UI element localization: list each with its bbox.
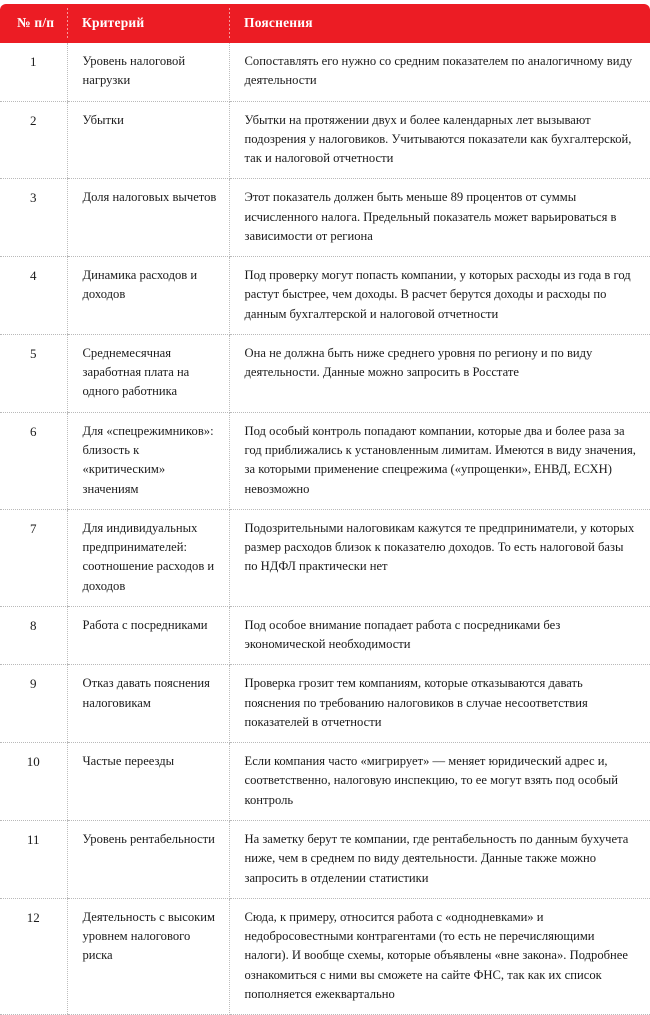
cell-criterion: Убытки [67, 101, 229, 179]
cell-explanation: Она не должна быть ниже среднего уровня по региону и по виду деятельности. Данные можно запросить в Росстате [229, 334, 650, 412]
cell-row-number: 4 [0, 257, 67, 335]
cell-explanation: Сопоставлять его нужно со средним показателем по аналогичному виду деятельности [229, 43, 650, 101]
table-row [0, 509, 650, 606]
table-row [0, 820, 650, 898]
table-row [0, 665, 650, 743]
cell-criterion: Динамика расходов и доходов [67, 257, 229, 335]
cell-criterion: Работа с посредниками [67, 606, 229, 665]
cell-explanation: Под особый контроль попадают компании, которые два и более раза за год приближались к установленным лимитам. Имеются в виду значения, за которыми применение спецрежима («упрощенки», ЕНВД, ЕСХН) невозможно [229, 412, 650, 509]
cell-row-number: 6 [0, 412, 67, 509]
column-header-explanation: Пояснения [229, 4, 650, 43]
cell-row-number: 7 [0, 509, 67, 606]
table-row [0, 743, 650, 821]
table-row [0, 898, 650, 1014]
cell-explanation: Под проверку могут попасть компании, у которых расходы из года в год растут быстрее, чем доходы. В расчет берутся доходы и расходы по данным бухгалтерской и налоговой отчетности [229, 257, 650, 335]
table-row [0, 179, 650, 257]
cell-explanation: Подозрительными налоговикам кажутся те предприниматели, у которых размер расходов близок к показателю доходов. То есть налоговой базы по НДФЛ практически нет [229, 509, 650, 606]
column-header-criterion: Критерий [67, 4, 229, 43]
cell-row-number: 2 [0, 101, 67, 179]
cell-criterion: Среднемесячная заработная плата на одного работника [67, 334, 229, 412]
table-head [0, 4, 650, 43]
tax-audit-criteria-table [0, 4, 650, 1015]
table-row [0, 606, 650, 665]
cell-row-number: 12 [0, 898, 67, 1014]
cell-criterion: Отказ давать пояснения налоговикам [67, 665, 229, 743]
cell-row-number: 1 [0, 43, 67, 101]
cell-row-number: 5 [0, 334, 67, 412]
cell-row-number: 11 [0, 820, 67, 898]
cell-explanation: Убытки на протяжении двух и более календарных лет вызывают подозрения у налоговиков. Учитываются показатели как бухгалтерской, так и налоговой отчетности [229, 101, 650, 179]
table-row [0, 43, 650, 101]
cell-criterion: Уровень налоговой нагрузки [67, 43, 229, 101]
cell-criterion: Деятельность с высоким уровнем налогового риска [67, 898, 229, 1014]
cell-criterion: Для индивидуальных предпринимателей: соотношение расходов и доходов [67, 509, 229, 606]
table-row [0, 334, 650, 412]
column-header-number: № п/п [0, 4, 67, 43]
cell-criterion: Доля налоговых вычетов [67, 179, 229, 257]
cell-explanation: Проверка грозит тем компаниям, которые отказываются давать пояснения по требованию налоговиков в случае несоответствия показателей в отчетности [229, 665, 650, 743]
table-header-row [0, 4, 650, 43]
table-row [0, 257, 650, 335]
cell-row-number: 9 [0, 665, 67, 743]
table-row [0, 412, 650, 509]
cell-explanation: Под особое внимание попадает работа с посредниками без экономической необходимости [229, 606, 650, 665]
cell-explanation: Этот показатель должен быть меньше 89 процентов от суммы исчисленного налога. Предельный показатель может варьироваться в зависимости от региона [229, 179, 650, 257]
cell-explanation: На заметку берут те компании, где рентабельность по данным бухучета ниже, чем в среднем по виду деятельности. Данные также можно запросить в отделении статистики [229, 820, 650, 898]
cell-criterion: Для «спецрежимников»: близость к «критическим» значениям [67, 412, 229, 509]
cell-row-number: 3 [0, 179, 67, 257]
cell-criterion: Уровень рентабельности [67, 820, 229, 898]
cell-criterion: Частые переезды [67, 743, 229, 821]
cell-row-number: 8 [0, 606, 67, 665]
cell-explanation: Сюда, к примеру, относится работа с «однодневками» и недобросовестными контрагентами (то есть не перечисляющими налоги). И вообще схемы, которые объявлены «вне закона». Подробнее ознакомиться с ними вы сможете на сайте ФНС, так как их список пополняется ежеквартально [229, 898, 650, 1014]
cell-explanation: Если компания часто «мигрирует» — меняет юридический адрес и, соответственно, налоговую инспекцию, то ее могут взять под особый контроль [229, 743, 650, 821]
table-body [0, 43, 650, 1015]
cell-row-number: 10 [0, 743, 67, 821]
table-row [0, 101, 650, 179]
